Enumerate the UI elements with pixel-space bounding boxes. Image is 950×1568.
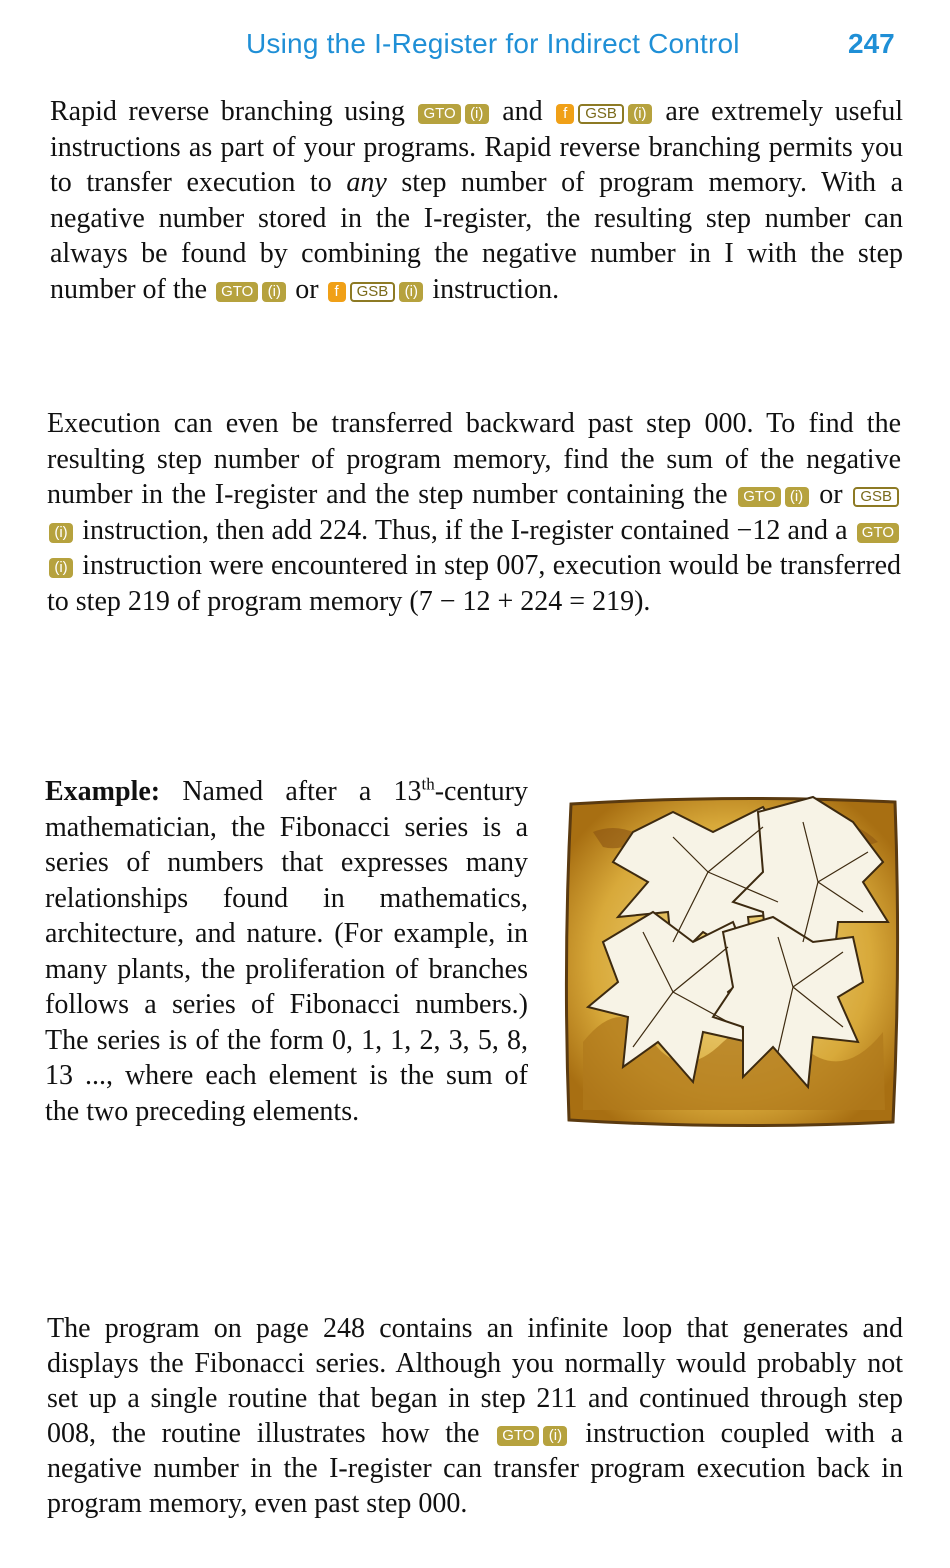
p1-text-3: are extremely useful instructions as part of your programs. Rapid reverse branching permits you to transfer execution to [50,96,904,198]
p4-text-1: The program on page 248 contains an infinite loop that generates and displays the Fibonacci series. Although you normally would probably not set up a single routine that began in step 211 and continued through step 008, the routine illustrates how the [47,1313,903,1449]
p2-text-2: or [819,479,843,510]
gto-key: GTO [418,104,460,124]
p1-text-5: or [295,273,319,305]
gto-key: GTO [216,282,258,302]
paragraph-rapid-reverse-branching [50,94,903,307]
p1-emphasis: any [346,167,387,198]
p3-text-1: Named after a 13 [182,776,422,807]
leaf-illustration [563,792,903,1130]
p3-text-2: -century mathematician, the Fibonacci series is a series of numbers that expresses many relationships found in mathematics, architecture, and nature. (For example, in many plants, the proliferation of branches follows a series of Fibonacci numbers.) The series is of the form 0, 1, 1, 2, 3, 5, 8, 13 ..., where each element is the sum of the two preceding elements. [45,776,528,1127]
i-key: (i) [785,487,809,507]
f-key: f [556,104,574,124]
i-key: (i) [49,523,73,543]
i-key: (i) [49,558,73,578]
gto-key: GTO [738,487,780,507]
gsb-key: GSB [578,104,624,124]
p3-superscript: th [421,774,435,794]
i-key: (i) [628,104,652,124]
page-header-title: Using the I-Register for Indirect Control [246,28,740,59]
p2-text-3: instruction, then add 224. Thus, if the I-register contained −12 and a [82,514,848,546]
gto-key: GTO [497,1426,539,1446]
p1-text-4: step number of program memory. With a negative number stored in the I-register, the resulting step number can always be found by combining the negative number in I with the step number of the [50,167,904,305]
paragraph-backward-transfer [47,406,901,619]
f-key: f [328,282,346,302]
p1-text-6: instruction. [432,273,560,305]
i-key: (i) [399,282,423,302]
i-key: (i) [262,282,286,302]
p2-text-4: instruction were encountered in step 007, execution would be transferred to step 219 of program memory (7 − 12 + 224 = 219). [47,550,902,617]
paragraph-fibonacci-example [45,774,528,1129]
paragraph-program-description [47,1311,903,1521]
gto-key: GTO [857,523,899,543]
i-key: (i) [543,1426,567,1446]
p4-text-2: instruction coupled with a negative number in the I-register can transfer program execution back in program memory, even past step 000. [47,1418,903,1519]
page-header [0,22,950,66]
gsb-key: GSB [853,487,899,507]
p1-text-2: and [502,96,543,127]
p2-text-1: Execution can even be transferred backward past step 000. To find the resulting step number of program memory, find the sum of the negative number in the I-register and the step number containing the [47,408,901,510]
p1-text-1: Rapid reverse branching using [50,96,405,127]
gsb-key: GSB [350,282,396,302]
example-label: Example: [45,776,161,807]
page-number: 247 [848,28,895,59]
i-key: (i) [465,104,489,124]
